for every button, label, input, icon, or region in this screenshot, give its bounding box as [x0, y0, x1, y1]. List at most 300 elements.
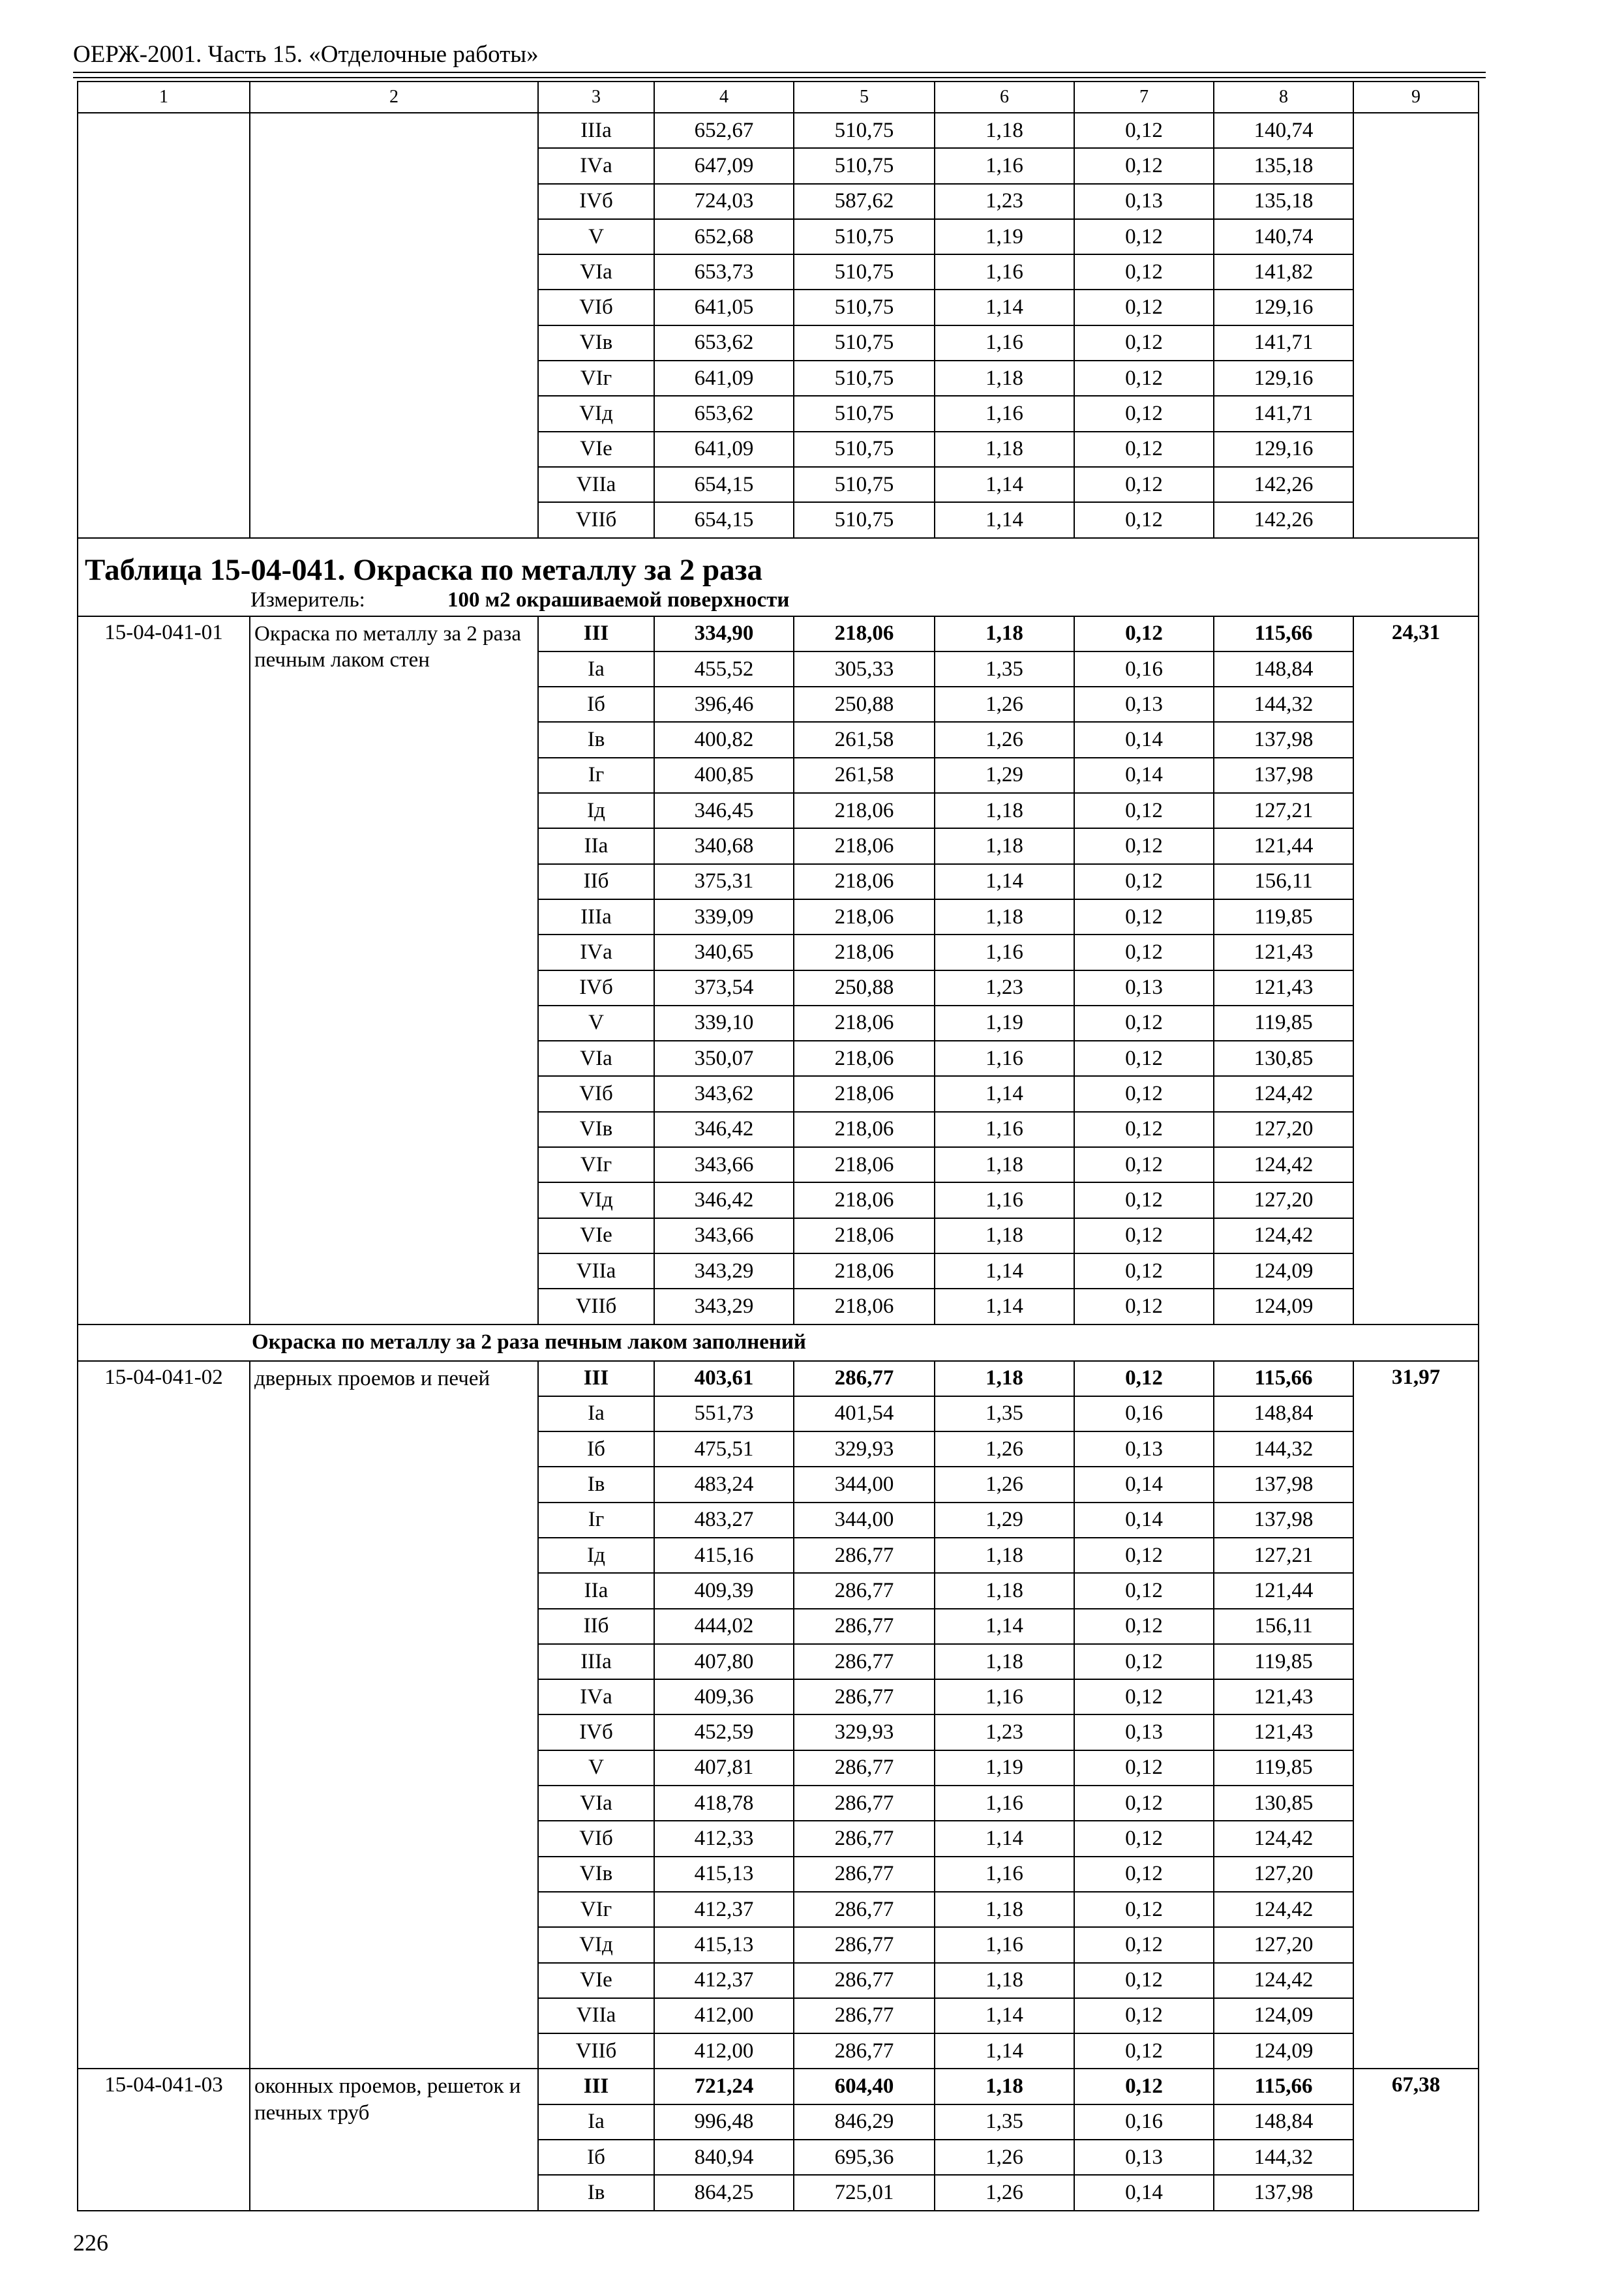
zone-cell: Iа	[538, 2104, 654, 2140]
value-cell: 1,14	[935, 2033, 1074, 2069]
value-cell: 218,06	[794, 1076, 935, 1111]
value-cell: 119,85	[1214, 1750, 1353, 1786]
zone-cell: VIе	[538, 1218, 654, 1253]
value-cell: 350,07	[654, 1041, 794, 1076]
value-cell: 412,37	[654, 1963, 794, 1998]
value-cell: 141,82	[1214, 254, 1353, 290]
value-cell: 130,85	[1214, 1041, 1353, 1076]
value-cell: 0,12	[1074, 1786, 1214, 1821]
value-cell: 1,18	[935, 828, 1074, 863]
value-cell: 510,75	[794, 290, 935, 325]
value-cell: 1,23	[935, 970, 1074, 1006]
value-cell: 250,88	[794, 970, 935, 1006]
value-cell: 121,43	[1214, 1679, 1353, 1714]
value-cell: 0,14	[1074, 1467, 1214, 1502]
value-cell: 261,58	[794, 722, 935, 757]
value-cell: 653,73	[654, 254, 794, 290]
value-cell: 0,12	[1074, 935, 1214, 970]
value-cell: 119,85	[1214, 899, 1353, 935]
value-cell: 1,26	[935, 2140, 1074, 2175]
value-cell: 1,14	[935, 467, 1074, 502]
value-cell: 121,43	[1214, 935, 1353, 970]
value-cell: 1,16	[935, 254, 1074, 290]
value-cell: 412,33	[654, 1821, 794, 1856]
value-cell: 0,14	[1074, 758, 1214, 793]
value-cell: 0,12	[1074, 1538, 1214, 1573]
value-cell: 0,14	[1074, 1503, 1214, 1538]
zone-cell: VIе	[538, 1963, 654, 1998]
value-cell: 0,14	[1074, 722, 1214, 757]
value-cell: 340,65	[654, 935, 794, 970]
column-number: 7	[1074, 82, 1214, 113]
zone-cell: Iг	[538, 758, 654, 793]
zone-cell: VIб	[538, 1076, 654, 1111]
zone-cell: VIа	[538, 1786, 654, 1821]
value-cell: 0,12	[1074, 899, 1214, 935]
value-cell: 0,12	[1074, 1644, 1214, 1679]
zone-cell: Iб	[538, 687, 654, 722]
zone-cell: VIг	[538, 361, 654, 396]
value-cell: 0,12	[1074, 1927, 1214, 1962]
value-cell: 124,42	[1214, 1821, 1353, 1856]
value-cell: 156,11	[1214, 1609, 1353, 1644]
value-cell: 0,12	[1074, 616, 1214, 651]
zone-cell: V	[538, 1750, 654, 1786]
value-cell: 724,03	[654, 184, 794, 219]
value-cell: 1,35	[935, 651, 1074, 687]
column-number: 2	[250, 82, 538, 113]
measure-label: Измеритель:	[250, 588, 365, 612]
value-cell: 0,12	[1074, 1253, 1214, 1289]
value-cell: 142,26	[1214, 467, 1353, 502]
value-cell: 641,05	[654, 290, 794, 325]
value-cell: 286,77	[794, 1361, 935, 1396]
value-cell: 510,75	[794, 325, 935, 361]
value-cell: 400,85	[654, 758, 794, 793]
value-cell: 140,74	[1214, 219, 1353, 254]
value-cell: 0,12	[1074, 1218, 1214, 1253]
table-row	[78, 1361, 1479, 1396]
value-cell: 124,09	[1214, 1998, 1353, 2033]
zone-cell: IVа	[538, 1679, 654, 1714]
zone-cell: VIд	[538, 1927, 654, 1962]
measure-value: 100 м2 окрашиваемой поверхности	[447, 588, 790, 612]
zone-cell: IIб	[538, 1609, 654, 1644]
zone-cell: IIа	[538, 1573, 654, 1608]
zone-cell: Iб	[538, 2140, 654, 2175]
value-cell: 218,06	[794, 899, 935, 935]
rates-table	[77, 81, 1479, 2211]
value-cell: 141,71	[1214, 325, 1353, 361]
value-cell: 148,84	[1214, 2104, 1353, 2140]
value-cell: 0,12	[1074, 219, 1214, 254]
value-cell: 510,75	[794, 219, 935, 254]
zone-cell: V	[538, 219, 654, 254]
value-cell: 115,66	[1214, 2069, 1353, 2104]
value-cell: 124,09	[1214, 1289, 1353, 1324]
value-cell: 1,16	[935, 325, 1074, 361]
rate-code: 15-04-041-03	[78, 2069, 250, 2210]
zone-cell: VIа	[538, 1041, 654, 1076]
zone-cell: Iд	[538, 793, 654, 828]
value-cell: 137,98	[1214, 722, 1353, 757]
value-cell: 0,12	[1074, 864, 1214, 899]
value-cell: 1,14	[935, 290, 1074, 325]
value-cell: 1,26	[935, 722, 1074, 757]
column-number: 4	[654, 82, 794, 113]
value-cell: 0,13	[1074, 1714, 1214, 1750]
value-cell: 1,26	[935, 1431, 1074, 1467]
value-cell: 286,77	[794, 2033, 935, 2069]
value-cell: 483,24	[654, 1467, 794, 1502]
zone-cell: VIIа	[538, 467, 654, 502]
value-cell: 286,77	[794, 1538, 935, 1573]
value-cell: 0,16	[1074, 651, 1214, 687]
value-cell: 1,18	[935, 1573, 1074, 1608]
value-cell: 218,06	[794, 1289, 935, 1324]
zone-cell: IIIа	[538, 899, 654, 935]
value-cell: 1,23	[935, 184, 1074, 219]
value-cell: 148,84	[1214, 651, 1353, 687]
zone-cell: Iг	[538, 1503, 654, 1538]
value-cell: 641,09	[654, 361, 794, 396]
zone-cell: IVб	[538, 1714, 654, 1750]
value-cell: 452,59	[654, 1714, 794, 1750]
col9-cell-empty	[1353, 113, 1479, 538]
zone-cell: VIIа	[538, 1253, 654, 1289]
value-cell: 0,12	[1074, 793, 1214, 828]
value-cell: 119,85	[1214, 1644, 1353, 1679]
value-cell: 0,16	[1074, 1396, 1214, 1431]
value-cell: 996,48	[654, 2104, 794, 2140]
value-cell: 218,06	[794, 1182, 935, 1218]
value-cell: 0,12	[1074, 254, 1214, 290]
value-cell: 137,98	[1214, 758, 1353, 793]
zone-cell: V	[538, 1006, 654, 1041]
value-cell: 286,77	[794, 1573, 935, 1608]
value-cell: 1,14	[935, 1076, 1074, 1111]
zone-cell: Iв	[538, 2175, 654, 2210]
value-cell: 654,15	[654, 502, 794, 537]
value-cell: 286,77	[794, 1750, 935, 1786]
table-row	[78, 2069, 1479, 2104]
value-cell: 1,14	[935, 1253, 1074, 1289]
value-cell: 0,16	[1074, 2104, 1214, 2140]
value-cell: 124,42	[1214, 1892, 1353, 1927]
value-cell: 0,12	[1074, 148, 1214, 183]
zone-cell: III	[538, 1361, 654, 1396]
value-cell: 415,16	[654, 1538, 794, 1573]
value-cell: 0,12	[1074, 828, 1214, 863]
value-cell: 346,42	[654, 1112, 794, 1147]
col9-value: 31,97	[1353, 1361, 1479, 2069]
value-cell: 510,75	[794, 502, 935, 537]
rate-name: Окраска по металлу за 2 раза печным лаком стен	[250, 616, 538, 1324]
value-cell: 510,75	[794, 396, 935, 431]
rate-code: 15-04-041-02	[78, 1361, 250, 2069]
value-cell: 0,12	[1074, 1679, 1214, 1714]
zone-cell: VIа	[538, 254, 654, 290]
value-cell: 1,18	[935, 1644, 1074, 1679]
value-cell: 375,31	[654, 864, 794, 899]
value-cell: 124,42	[1214, 1147, 1353, 1182]
value-cell: 218,06	[794, 616, 935, 651]
value-cell: 0,12	[1074, 1041, 1214, 1076]
value-cell: 0,12	[1074, 467, 1214, 502]
value-cell: 0,12	[1074, 1963, 1214, 1998]
value-cell: 0,12	[1074, 1361, 1214, 1396]
value-cell: 218,06	[794, 1041, 935, 1076]
zone-cell: IIIа	[538, 1644, 654, 1679]
value-cell: 261,58	[794, 758, 935, 793]
value-cell: 0,12	[1074, 432, 1214, 467]
value-cell: 124,09	[1214, 2033, 1353, 2069]
value-cell: 0,12	[1074, 113, 1214, 148]
value-cell: 144,32	[1214, 2140, 1353, 2175]
value-cell: 1,14	[935, 502, 1074, 537]
value-cell: 129,16	[1214, 290, 1353, 325]
value-cell: 1,18	[935, 1361, 1074, 1396]
value-cell: 1,18	[935, 1147, 1074, 1182]
column-number: 3	[538, 82, 654, 113]
value-cell: 286,77	[794, 1963, 935, 1998]
value-cell: 124,42	[1214, 1963, 1353, 1998]
value-cell: 1,14	[935, 1998, 1074, 2033]
value-cell: 409,39	[654, 1573, 794, 1608]
value-cell: 0,12	[1074, 502, 1214, 537]
value-cell: 127,20	[1214, 1927, 1353, 1962]
value-cell: 0,13	[1074, 2140, 1214, 2175]
column-number-row	[78, 82, 1479, 113]
table-title-row	[78, 538, 1479, 586]
value-cell: 551,73	[654, 1396, 794, 1431]
value-cell: 0,12	[1074, 2069, 1214, 2104]
value-cell: 373,54	[654, 970, 794, 1006]
value-cell: 148,84	[1214, 1396, 1353, 1431]
value-cell: 1,18	[935, 432, 1074, 467]
value-cell: 400,82	[654, 722, 794, 757]
zone-cell: IVб	[538, 970, 654, 1006]
value-cell: 840,94	[654, 2140, 794, 2175]
value-cell: 0,12	[1074, 2033, 1214, 2069]
table-row	[78, 616, 1479, 651]
zone-cell: VIб	[538, 1821, 654, 1856]
value-cell: 286,77	[794, 1609, 935, 1644]
value-cell: 1,35	[935, 1396, 1074, 1431]
header-rule	[73, 72, 1486, 73]
value-cell: 1,18	[935, 1218, 1074, 1253]
value-cell: 115,66	[1214, 1361, 1353, 1396]
value-cell: 140,74	[1214, 113, 1353, 148]
value-cell: 121,44	[1214, 1573, 1353, 1608]
value-cell: 641,09	[654, 432, 794, 467]
table-row	[78, 113, 1479, 148]
value-cell: 218,06	[794, 1112, 935, 1147]
value-cell: 218,06	[794, 864, 935, 899]
value-cell: 409,36	[654, 1679, 794, 1714]
zone-cell: VIв	[538, 1112, 654, 1147]
value-cell: 510,75	[794, 113, 935, 148]
value-cell: 0,12	[1074, 396, 1214, 431]
value-cell: 1,14	[935, 1821, 1074, 1856]
value-cell: 1,18	[935, 1538, 1074, 1573]
rate-name: дверных проемов и печей	[250, 1361, 538, 2069]
value-cell: 418,78	[654, 1786, 794, 1821]
value-cell: 587,62	[794, 184, 935, 219]
value-cell: 286,77	[794, 1998, 935, 2033]
value-cell: 444,02	[654, 1609, 794, 1644]
value-cell: 340,68	[654, 828, 794, 863]
value-cell: 1,19	[935, 1750, 1074, 1786]
zone-cell: Iа	[538, 651, 654, 687]
value-cell: 1,16	[935, 1927, 1074, 1962]
value-cell: 846,29	[794, 2104, 935, 2140]
column-number: 6	[935, 82, 1074, 113]
value-cell: 218,06	[794, 935, 935, 970]
column-number: 9	[1353, 82, 1479, 113]
value-cell: 130,85	[1214, 1786, 1353, 1821]
value-cell: 403,61	[654, 1361, 794, 1396]
value-cell: 0,13	[1074, 687, 1214, 722]
zone-cell: Iб	[538, 1431, 654, 1467]
value-cell: 1,18	[935, 1892, 1074, 1927]
value-cell: 144,32	[1214, 687, 1353, 722]
value-cell: 286,77	[794, 1927, 935, 1962]
col9-value: 67,38	[1353, 2069, 1479, 2210]
value-cell: 475,51	[654, 1431, 794, 1467]
value-cell: 346,42	[654, 1182, 794, 1218]
zone-cell: IIб	[538, 864, 654, 899]
value-cell: 129,16	[1214, 361, 1353, 396]
value-cell: 647,09	[654, 148, 794, 183]
value-cell: 0,12	[1074, 290, 1214, 325]
value-cell: 127,20	[1214, 1182, 1353, 1218]
zone-cell: VIг	[538, 1892, 654, 1927]
zone-cell: VIе	[538, 432, 654, 467]
col9-value: 24,31	[1353, 616, 1479, 1324]
value-cell: 510,75	[794, 148, 935, 183]
value-cell: 652,68	[654, 219, 794, 254]
value-cell: 1,18	[935, 793, 1074, 828]
value-cell: 0,13	[1074, 1431, 1214, 1467]
value-cell: 1,18	[935, 1963, 1074, 1998]
value-cell: 135,18	[1214, 148, 1353, 183]
value-cell: 119,85	[1214, 1006, 1353, 1041]
value-cell: 124,42	[1214, 1076, 1353, 1111]
value-cell: 339,09	[654, 899, 794, 935]
value-cell: 121,43	[1214, 1714, 1353, 1750]
value-cell: 286,77	[794, 1644, 935, 1679]
zone-cell: VIв	[538, 325, 654, 361]
zone-cell: Iв	[538, 1467, 654, 1502]
value-cell: 0,13	[1074, 184, 1214, 219]
value-cell: 412,00	[654, 2033, 794, 2069]
value-cell: 218,06	[794, 1218, 935, 1253]
zone-cell: IIIа	[538, 113, 654, 148]
value-cell: 0,12	[1074, 1998, 1214, 2033]
value-cell: 0,14	[1074, 2175, 1214, 2210]
zone-cell: VIв	[538, 1857, 654, 1892]
column-number: 1	[78, 82, 250, 113]
value-cell: 604,40	[794, 2069, 935, 2104]
value-cell: 1,19	[935, 1006, 1074, 1041]
zone-cell: VIIа	[538, 1998, 654, 2033]
value-cell: 0,13	[1074, 970, 1214, 1006]
value-cell: 0,12	[1074, 1857, 1214, 1892]
value-cell: 510,75	[794, 361, 935, 396]
value-cell: 1,26	[935, 1467, 1074, 1502]
zone-cell: IVа	[538, 148, 654, 183]
zone-cell: IIа	[538, 828, 654, 863]
value-cell: 334,90	[654, 616, 794, 651]
value-cell: 218,06	[794, 828, 935, 863]
zone-cell: III	[538, 616, 654, 651]
value-cell: 510,75	[794, 467, 935, 502]
value-cell: 286,77	[794, 1786, 935, 1821]
value-cell: 1,16	[935, 1112, 1074, 1147]
value-cell: 1,23	[935, 1714, 1074, 1750]
value-cell: 127,20	[1214, 1857, 1353, 1892]
zone-cell: Iв	[538, 722, 654, 757]
value-cell: 1,16	[935, 935, 1074, 970]
value-cell: 344,00	[794, 1467, 935, 1502]
section-heading-row	[78, 1324, 1479, 1361]
value-cell: 0,12	[1074, 1182, 1214, 1218]
value-cell: 218,06	[794, 1147, 935, 1182]
value-cell: 1,35	[935, 2104, 1074, 2140]
value-cell: 218,06	[794, 1253, 935, 1289]
value-cell: 1,29	[935, 758, 1074, 793]
value-cell: 864,25	[654, 2175, 794, 2210]
value-cell: 127,21	[1214, 1538, 1353, 1573]
value-cell: 1,18	[935, 361, 1074, 396]
column-number: 5	[794, 82, 935, 113]
value-cell: 415,13	[654, 1927, 794, 1962]
value-cell: 339,10	[654, 1006, 794, 1041]
value-cell: 1,16	[935, 396, 1074, 431]
value-cell: 141,71	[1214, 396, 1353, 431]
zone-cell: VIIб	[538, 2033, 654, 2069]
measure-cell	[78, 586, 1479, 616]
rate-name: оконных проемов, решеток и печных труб	[250, 2069, 538, 2210]
value-cell: 725,01	[794, 2175, 935, 2210]
value-cell: 415,13	[654, 1857, 794, 1892]
value-cell: 396,46	[654, 687, 794, 722]
value-cell: 0,12	[1074, 1112, 1214, 1147]
value-cell: 115,66	[1214, 616, 1353, 651]
zone-cell: VIг	[538, 1147, 654, 1182]
value-cell: 1,18	[935, 2069, 1074, 2104]
value-cell: 250,88	[794, 687, 935, 722]
value-cell: 129,16	[1214, 432, 1353, 467]
section-heading: Окраска по металлу за 2 раза печным лаком заполнений	[78, 1324, 1479, 1361]
value-cell: 344,00	[794, 1503, 935, 1538]
value-cell: 1,26	[935, 2175, 1074, 2210]
value-cell: 124,09	[1214, 1253, 1353, 1289]
value-cell: 218,06	[794, 1006, 935, 1041]
value-cell: 412,37	[654, 1892, 794, 1927]
value-cell: 286,77	[794, 1857, 935, 1892]
value-cell: 0,12	[1074, 1006, 1214, 1041]
value-cell: 137,98	[1214, 1467, 1353, 1502]
zone-cell: VIIб	[538, 502, 654, 537]
zone-cell: VIд	[538, 396, 654, 431]
value-cell: 1,18	[935, 113, 1074, 148]
value-cell: 1,14	[935, 864, 1074, 899]
value-cell: 343,66	[654, 1147, 794, 1182]
value-cell: 346,45	[654, 793, 794, 828]
value-cell: 407,81	[654, 1750, 794, 1786]
